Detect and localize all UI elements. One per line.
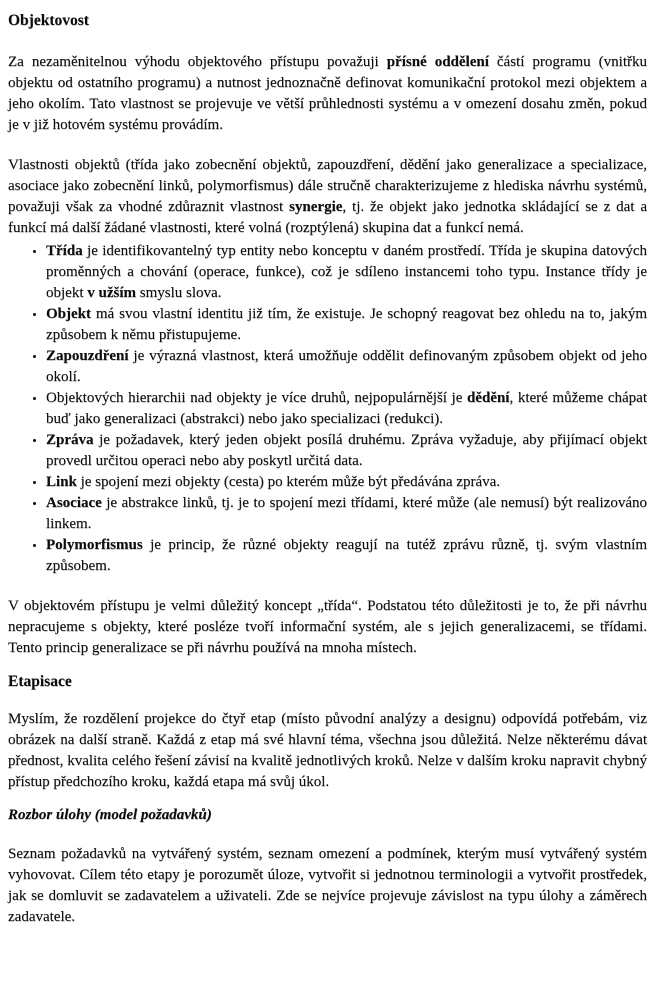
text-run: je spojení mezi objekty (cesta) po kterém může být předávána zpráva. [76, 474, 501, 490]
heading-rozbor-ulohy: Rozbor úlohy (model požadavků) [8, 807, 212, 823]
text-run: je výrazná vlastnost, která umožňuje oddělit definovaným způsobem objekt od jeho okolí. [46, 348, 647, 385]
text-run: , které můžeme chápat buď jako generalizaci (abstrakci) nebo jako specializaci (redukci). [46, 390, 647, 427]
bold-term: Objekt [46, 306, 91, 322]
paragraph-etapy [8, 709, 647, 793]
bold-term: dědění [466, 390, 510, 406]
text-run: je požadavek, který jeden objekt posílá druhému. Zpráva vyžaduje, aby přijímací objekt provedl určitou operaci nebo aby poskytl určitá data. [46, 432, 647, 469]
bold-term: Link [46, 474, 77, 490]
bold-term: Zapouzdření [46, 348, 129, 364]
text-run: , tj. že objekt jako jednotka skládající se z dat a funkcí má další žádané vlastnosti, které volná (rozptýlená) skupina dat a funkcí nemá. [8, 199, 647, 236]
object-concepts-list [8, 241, 647, 577]
heading-etapisace: Etapisace [8, 673, 72, 690]
list-item-hierarchie-dedeni [46, 388, 647, 430]
text-run: Za nezaměnitelnou výhodu objektového přístupu považuji [8, 54, 387, 70]
heading-objektovost: Objektovost [8, 12, 89, 29]
text-run: je princip, že různé objekty reagují na tutéž zprávu různě, tj. svým vlastním způsobem. [46, 537, 647, 574]
text-run: je abstrakce linků, tj. je to spojení mezi třídami, které může (ale nemusí) být realizováno linkem. [46, 495, 647, 532]
list-item-polymorfismus [46, 535, 647, 577]
text-run: Seznam požadavků na vytvářený systém, seznam omezení a podmínek, kterým musí vytvářený systém vyhovovat. Cílem této etapy je porozumět úloze, vytvořit si jednotnou terminologii a vytvořit prostředek, jak se domluvit se zadavatelem a uživateli. Zde se nejvíce projevuje závislost na typu úlohy a záměrech zadavatele. [8, 846, 647, 925]
text-run: částí programu (vnitřku objektu od ostatního programu) a nutnost jednoznačně definovat komunikační protokol mezi objektem a jeho okolím. Tato vlastnost se projevuje ve větší průhlednosti systému a v omezení dosahu změn, pokud je v již hotovém systému provádím. [8, 54, 647, 133]
text-run: Objektových hierarchii nad objekty je více druhů, nejpopulárnější je [46, 390, 467, 406]
list-item-objekt [46, 304, 647, 346]
bold-term: Třída [46, 243, 83, 259]
list-item-zapouzdreni [46, 346, 647, 388]
bold-term: Polymorfismus [46, 537, 143, 553]
bold-term: synergie [289, 199, 343, 215]
text-run: smyslu slova. [136, 285, 222, 301]
list-item-trida [46, 241, 647, 304]
text-run: má svou vlastní identitu již tím, že existuje. Je schopný reagovat bez ohledu na to, jakým způsobem k němu přistupujeme. [46, 306, 647, 343]
paragraph-object-properties [8, 155, 647, 239]
bold-term: přísné oddělení [386, 54, 489, 70]
bold-term: Asociace [46, 495, 102, 511]
text-run: Vlastnosti objektů (třída jako zobecnění objektů, zapouzdření, dědění jako generalizace a specializace, asociace jako zobecnění linků, polymorfismus) dále stručně charakterizujeme z hlediska návrhu systémů, považuji však za vhodné zdůraznit vlastnost [8, 157, 647, 215]
paragraph-trida-concept [8, 596, 647, 659]
list-item-asociace [46, 493, 647, 535]
text-run: je identifikovantelný typ entity nebo konceptu v daném prostředí. Třída je skupina datových proměnných a chování (operace, funkce), což je sdíleno instancemi toho typu. Instance třídy je objekt [46, 243, 647, 301]
text-run: Myslím, že rozdělení projekce do čtyř etap (místo původní analýzy a designu) odpovídá potřebám, viz obrázek na další straně. Každá z etap má své hlavní téma, všechna jsou důležitá. Nelze některému dávat přednost, kvalita celého řešení závisí na kvalitě jednotlivých kroků. Nelze v dalším kroku napravit chybný přístup předchozího kroku, každá etapa má svůj úkol. [8, 711, 647, 790]
bold-term: Zpráva [46, 432, 94, 448]
paragraph-object-advantage [8, 52, 647, 136]
list-item-link [46, 472, 647, 493]
text-run: V objektovém přístupu je velmi důležitý koncept „třída“. Podstatou této důležitosti je to, že při návrhu nepracujeme s objekty, které posléze tvoří informační systém, ale s jejich generalizacemi, se třídami. Tento princip generalizace se při návrhu používá na mnoha místech. [8, 598, 647, 656]
bold-term: v užším [87, 285, 136, 301]
list-item-zprava [46, 430, 647, 472]
paragraph-seznam-pozadavku [8, 844, 647, 928]
